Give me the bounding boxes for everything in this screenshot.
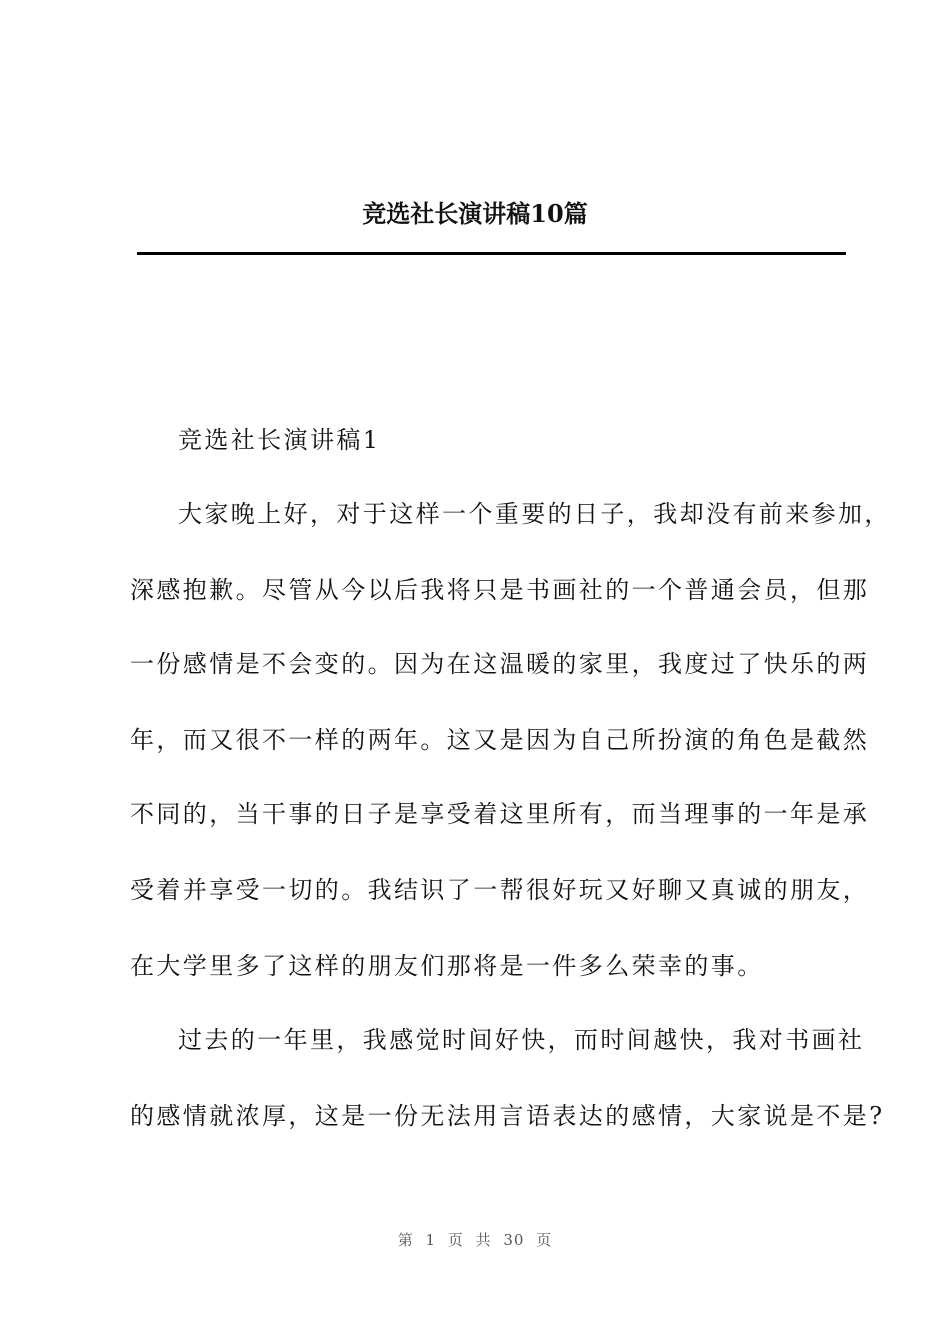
paragraph-line: 大家晚上好，对于这样一个重要的日子，我却没有前来参加， xyxy=(178,500,891,528)
paragraph-line: 在大学里多了这样的朋友们那将是一件多么荣幸的事。 xyxy=(130,952,764,980)
page-footer: 第 1 页 共 30 页 xyxy=(397,1231,553,1249)
paragraph-line: 不同的，当干事的日子是享受着这里所有，而当理事的一年是承 xyxy=(130,800,870,828)
paragraph-line: 深感抱歉。尽管从今以后我将只是书画社的一个普通会员，但那 xyxy=(130,576,870,604)
paragraph-line: 年，而又很不一样的两年。这又是因为自己所扮演的角色是截然 xyxy=(130,726,870,754)
paragraph-line: 受着并享受一切的。我结识了一帮很好玩又好聊又真诚的朋友， xyxy=(130,876,870,904)
paragraph-line: 一份感情是不会变的。因为在这温暖的家里，我度过了快乐的两 xyxy=(130,650,870,678)
title-divider xyxy=(137,252,846,255)
paragraph-line: 的感情就浓厚，这是一份无法用言语表达的感情，大家说是不是? xyxy=(130,1102,885,1130)
document-title: 竞选社长演讲稿10篇 xyxy=(362,199,588,228)
section-heading: 竞选社长演讲稿1 xyxy=(178,426,381,454)
paragraph-line: 过去的一年里，我感觉时间好快，而时间越快，我对书画社 xyxy=(178,1026,865,1054)
